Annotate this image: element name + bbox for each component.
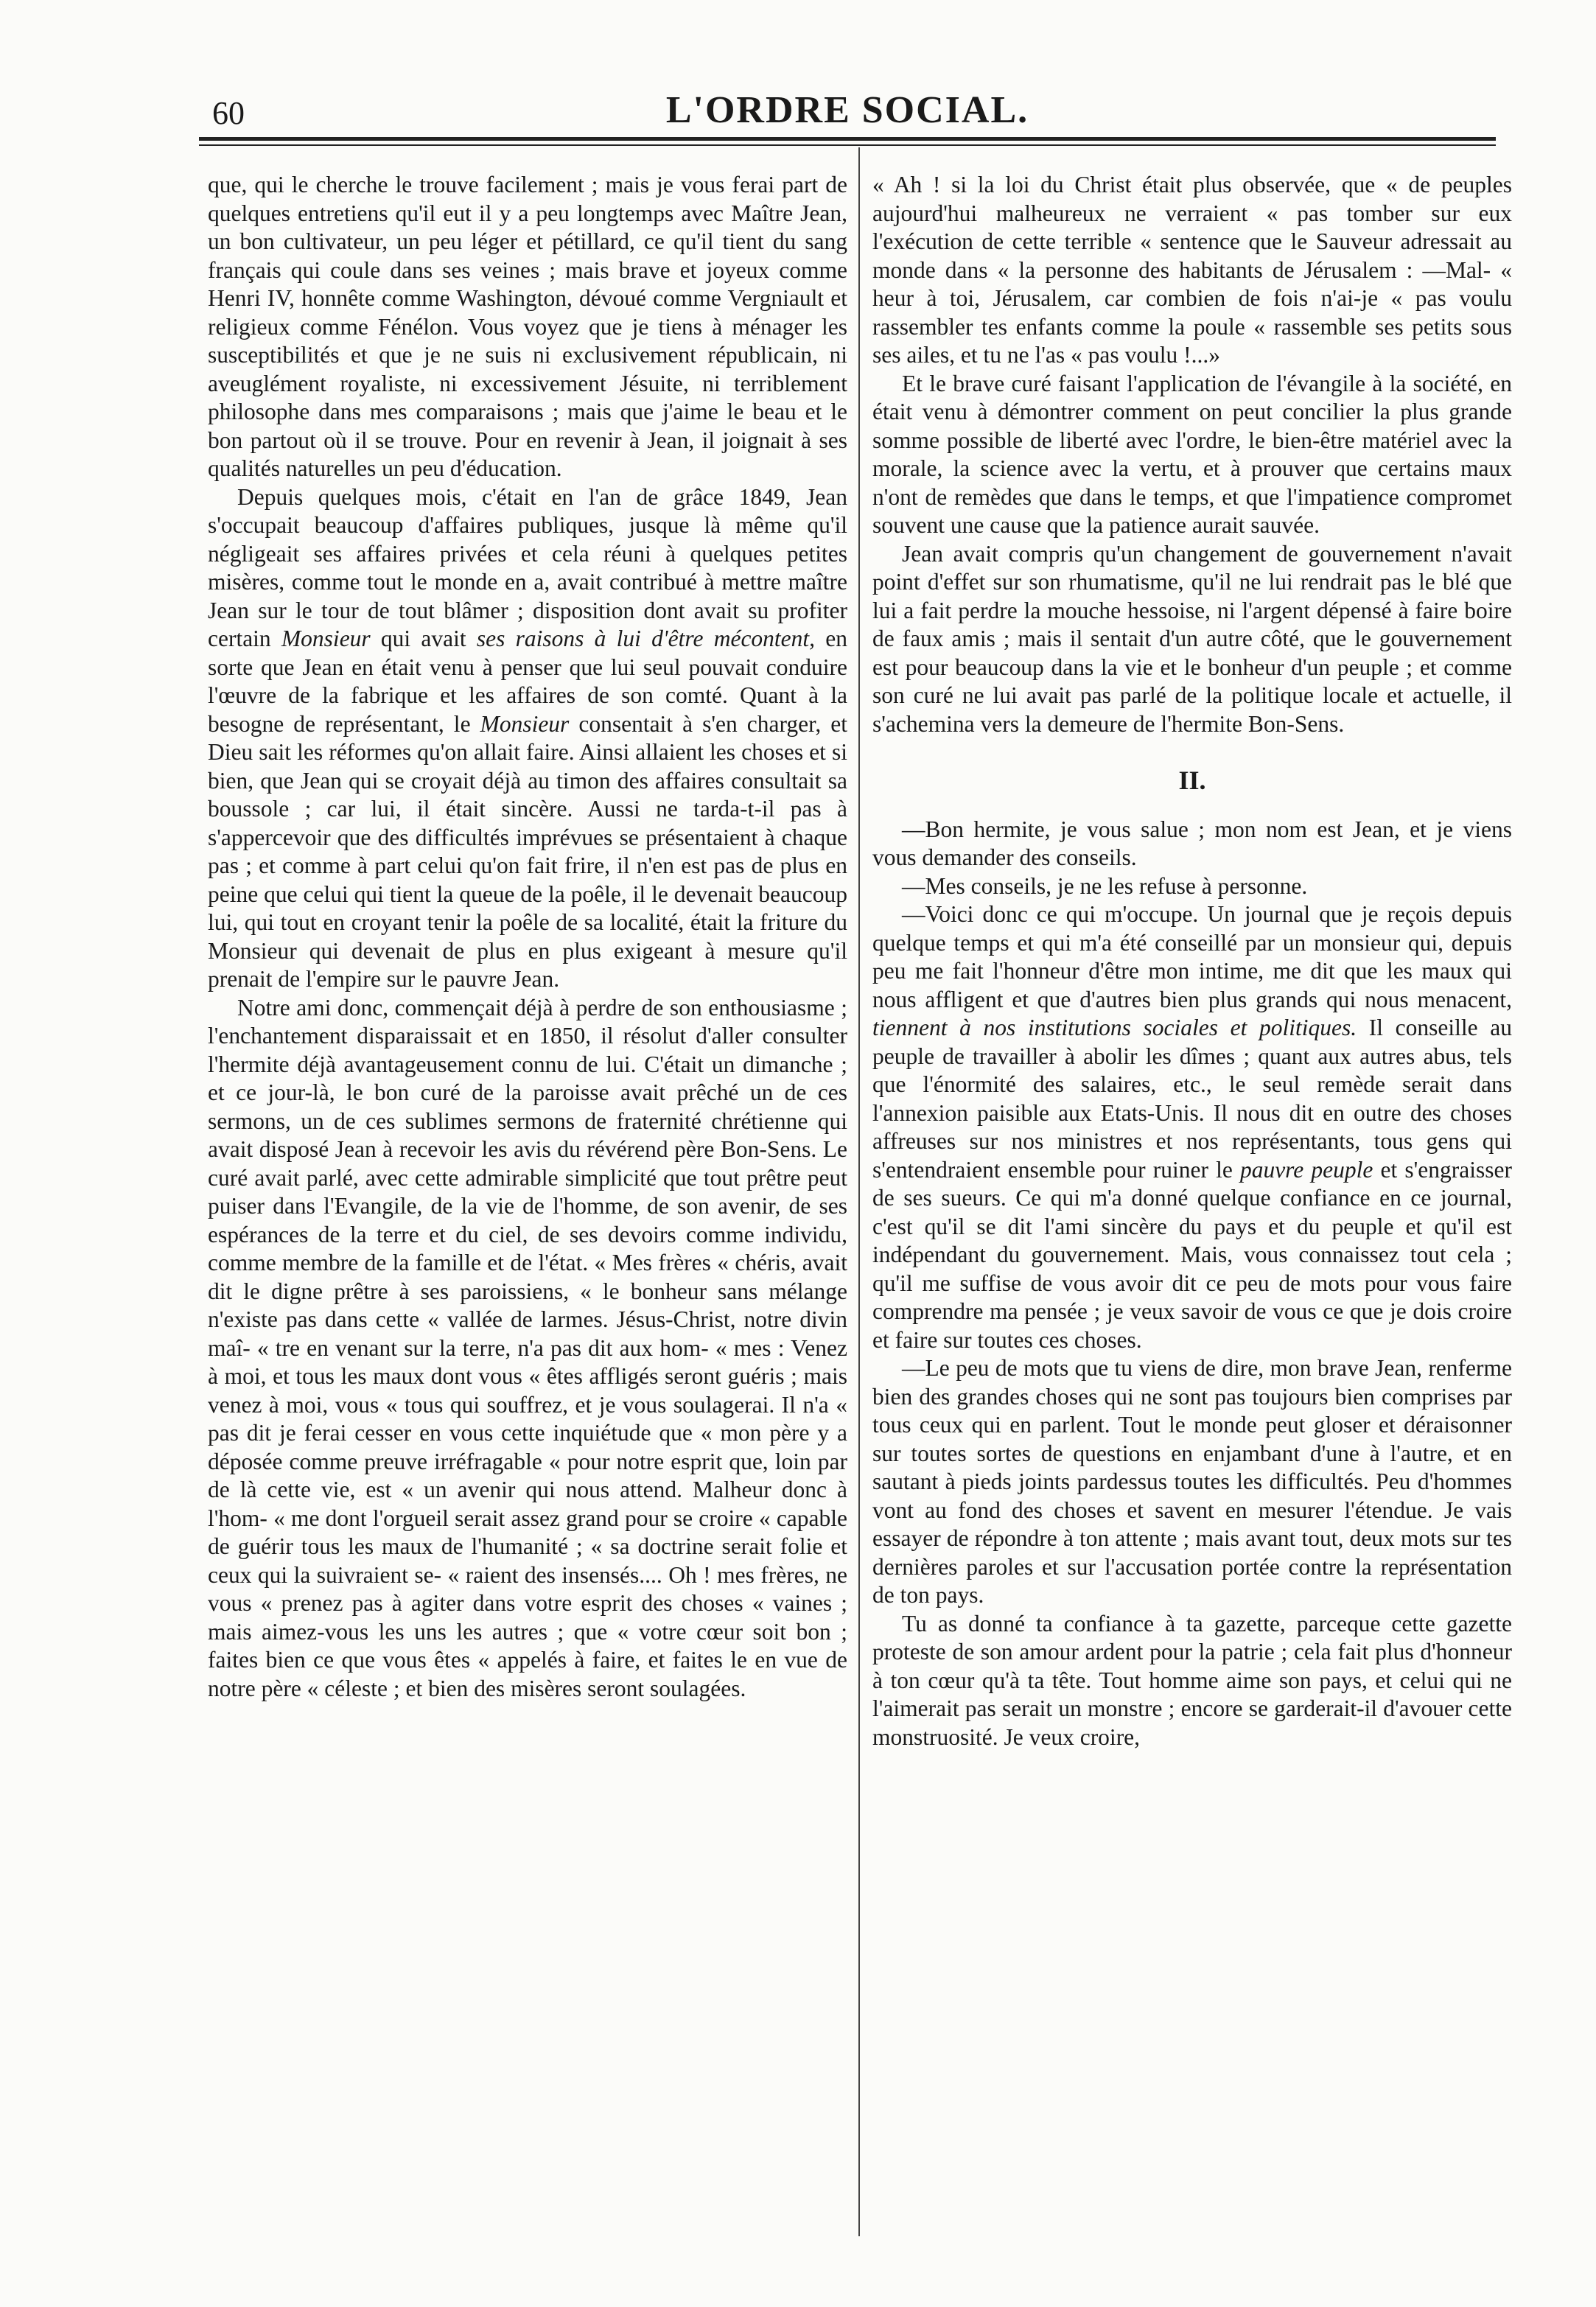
italic-text: Monsieur — [281, 626, 371, 651]
page-header — [199, 87, 1496, 140]
text-run: en sorte que Jean en était venu à penser que lui seul pouvait conduire l'œuvre de la fabrique et les affaires de son comté. Quant à la besogne de représentant, le — [208, 626, 847, 737]
italic-text: Monsieur — [480, 710, 570, 737]
text-run: Depuis quelques mois, c'était en l'an de grâce 1849, Jean s'occupait beaucoup d'affaires publiques, jusque là même qu'il négligeait ses affaires privées et cela réuni à quelques petites misères, comme tout le monde en a, avait contribué à mettre maître Jean sur le tour de tout blâmer ; disposition dont avait su profiter certain — [208, 483, 847, 651]
section-heading: II. — [1178, 766, 1206, 795]
text-run: Il conseille au peuple de travailler à abolir les dîmes ; quant aux autres abus, tels que l'énormité des salaires, etc., le seul remède serait dans l'annexion paisible aux Etats-Unis. Il nous dit en outre des choses affreuses sur nos ministres et nos représentants, tous gens qui s'entendraient ensemble pour ruiner le — [872, 1015, 1512, 1183]
italic-text: tiennent à nos institutions sociales et politiques. — [872, 1015, 1357, 1040]
header-rule-thin — [199, 144, 1496, 146]
paragraph: Notre ami donc, commençait déjà à perdre de son enthousiasme ; l'enchantement disparaissait et en 1850, il résolut d'aller consulter l'hermite déjà avantageusement connu de lui. C'était un dimanche ; et ce jour-là, le bon curé de la paroisse avait prêché un de ces sermons, un de ces sublimes sermons de fraternité chrétienne qui avait disposé Jean à recevoir les avis du révérend père Bon-Sens. Le curé avait parlé, avec cette admirable simplicité que tout prêtre peut puiser dans l'Evangile, de la vie de l'homme, de son avenir, de ses espérances de la terre et du ciel, de ses devoirs comme individu, comme membre de la famille et de l'état. « Mes frères « chéris, avait dit le digne prêtre à ses paroissiens, « le bonheur sans mélange n'existe pas dans cette « vallée de larmes. Jésus-Christ, notre divin maî- « tre en venant sur la terre, n'a pas dit aux hom- « mes : Venez à moi, et tous les maux dont vous « êtes affligés seront guéris ; mais venez à moi, vous « tous qui souffrez, et je vous soulagerai. Il n'a « pas dit je ferai cesser en vous cette inquiétude que « mon père y a déposée comme preuve irréfragable « pour notre esprit que, loin par de là cette vie, est « un avenir qui nous attend. Malheur donc à l'hom- « me dont l'orgueil serait assez grand pour se croire « capable de guérir tous les maux de l'humanité ; « sa doctrine serait folie et ceux qui la suivraient se- « raient des insensés.... Oh ! mes frères, ne vous « prenez pas à agiter dans votre esprit des choses « vaines ; mais aimez-vous les uns les autres ; que « votre cœur soit bon ; faites bien ce que vous êtes « appelés à faire, et faites le en vue de notre père « céleste ; et bien des misères seront soulagées. — [208, 994, 847, 1701]
dialogue-line: —Mes conseils, je ne les refuse à personne. — [902, 872, 1308, 899]
column-divider — [858, 147, 860, 2236]
dialogue-line — [872, 900, 1512, 1354]
paragraph — [208, 483, 847, 994]
page-number: 60 — [212, 95, 245, 131]
dialogue-line: —Le peu de mots que tu viens de dire, mon brave Jean, renferme bien des grandes choses qui ne sont pas toujours bien comprises par tous ceux qui en parlent. Tout le monde peut gloser et déraisonner sur toutes sortes de questions en enjambant d'une à l'autre, et en sautant à pieds joints pardessus toutes les difficultés. Peu d'hommes vont au fond des choses et savent en mesurer l'étendue. Je vais essayer de répondre à ton attente ; mais avant tout, deux mots sur tes dernières paroles et sur l'accusation portée contre la représentation de ton pays. — [872, 1355, 1512, 1608]
paragraph: que, qui le cherche le trouve facilement ; mais je vous ferai part de quelques entretiens qu'il eut il y a peu longtemps avec Maître Jean, un bon cultivateur, un peu léger et pétillard, ce qu'il tient du sang français qui coule dans ses veines ; mais brave et joyeux comme Henri IV, honnête comme Washington, dévoué comme Vergniault et religieux comme Fénélon. Vous voyez que je tiens à ménager les susceptibilités et que je ne suis ni exclusivement républicain, ni aveuglément royaliste, ni excessivement Jésuite, ni terriblement philosophe dans mes comparaisons ; mais que j'aime le beau et le bon partout où il se trouve. Pour en revenir à Jean, il joignait à ses qualités naturelles un peu d'éducation. — [208, 172, 847, 481]
text-run: consentait à s'en charger, et Dieu sait les réformes qu'on allait faire. Ainsi allaient les choses et si bien, que Jean qui se croyait déjà au timon des affaires consultait sa boussole ; car lui, il était sincère. Aussi ne tarda-t-il pas à s'appercevoir que des difficultés imprévues se présentaient à chaque pas ; et comme à part celui qu'on fait frire, il n'en est pas de plus en peine que celui qui tient la queue de la poêle, il le devenait beaucoup lui, qui tout en croyant tenir la poêle de sa localité, était la friture du Monsieur qui devenait de plus en plus exigeant à mesure qu'il prenait de l'empire sur le pauvre Jean. — [208, 710, 847, 992]
header-rule-thick — [199, 137, 1496, 141]
italic-text: ses raisons à lui d'être mécontent, — [476, 626, 816, 651]
text-run: et s'engraisser de ses sueurs. Ce qui m'a donné quelque confiance en ce journal, c'est qu'il se dit l'ami sincère du pays et du peuple et qu'il est indépendant du gouvernement. Mais, vous connaissez tout cela ; qu'il me suffise de vous avoir dit ce peu de mots pour vous faire comprendre ma pensée ; je veux savoir de vous ce que je dois croire et faire sur toutes ces choses. — [872, 1156, 1512, 1353]
sermon-quote: « Ah ! si la loi du Christ était plus observée, que « de peuples aujourd'hui malheureux ne verraient « pas tomber sur eux l'exécution de cette terrible « sentence que le Sauveur adressait au monde dans « la personne des habitants de Jérusalem : —Mal- « heur à toi, Jérusalem, car combien de fois n'ai-je « pas voulu rassembler tes enfants comme la poule « rassemble ses petits sous ses ailes, et tu ne l'as « pas voulu !...» — [872, 172, 1512, 368]
paragraph: Et le brave curé faisant l'application de l'évangile à la société, en était venu à démontrer comment on peut concilier la plus grande somme possible de liberté avec l'ordre, le bien-être matériel avec la morale, la science avec la vertu, et à prouver que certains maux n'ont de remèdes que dans le temps, et que l'impatience compromet souvent une cause que la patience aurait sauvée. — [872, 370, 1512, 538]
right-column — [872, 171, 1512, 2227]
journal-title: L'ORDRE SOCIAL. — [665, 89, 1029, 131]
dialogue-line: —Bon hermite, je vous salue ; mon nom est Jean, et je viens vous demander des conseils. — [872, 816, 1512, 870]
left-column — [208, 171, 847, 2227]
text-run: —Voici donc ce qui m'occupe. Un journal que je reçois depuis quelque temps et qui m'a été conseillé par un monsieur qui, depuis peu me fait l'honneur d'être mon intime, me dit que les maux qui nous affligent et que d'autres bien plus grands qui nous menacent, — [872, 901, 1512, 1012]
paragraph: Tu as donné ta confiance à ta gazette, parceque cette gazette proteste de son amour ardent pour la patrie ; cela fait plus d'honneur à ton cœur qu'à ta tête. Tout homme aime son pays, et celui qui ne l'aimerait pas serait un monstre ; encore se garderait-il d'avouer cette monstruosité. Je veux croire, — [872, 1610, 1512, 1750]
text-run: qui avait — [370, 626, 477, 651]
italic-text: pauvre peuple — [1239, 1156, 1373, 1183]
paragraph: Jean avait compris qu'un changement de gouvernement n'avait point d'effet sur son rhumatisme, qu'il ne lui rendrait pas le blé que lui a fait perdre la mouche hessoise, ni l'argent dépensé à faire boire de faux amis ; mais il sentait d'un autre côté, que le gouvernement est pour beaucoup dans la vie et le bonheur d'un peuple ; et comme son curé ne lui avait pas parlé de la politique locale et actuelle, il s'achemina vers la demeure de l'hermite Bon-Sens. — [872, 540, 1512, 737]
